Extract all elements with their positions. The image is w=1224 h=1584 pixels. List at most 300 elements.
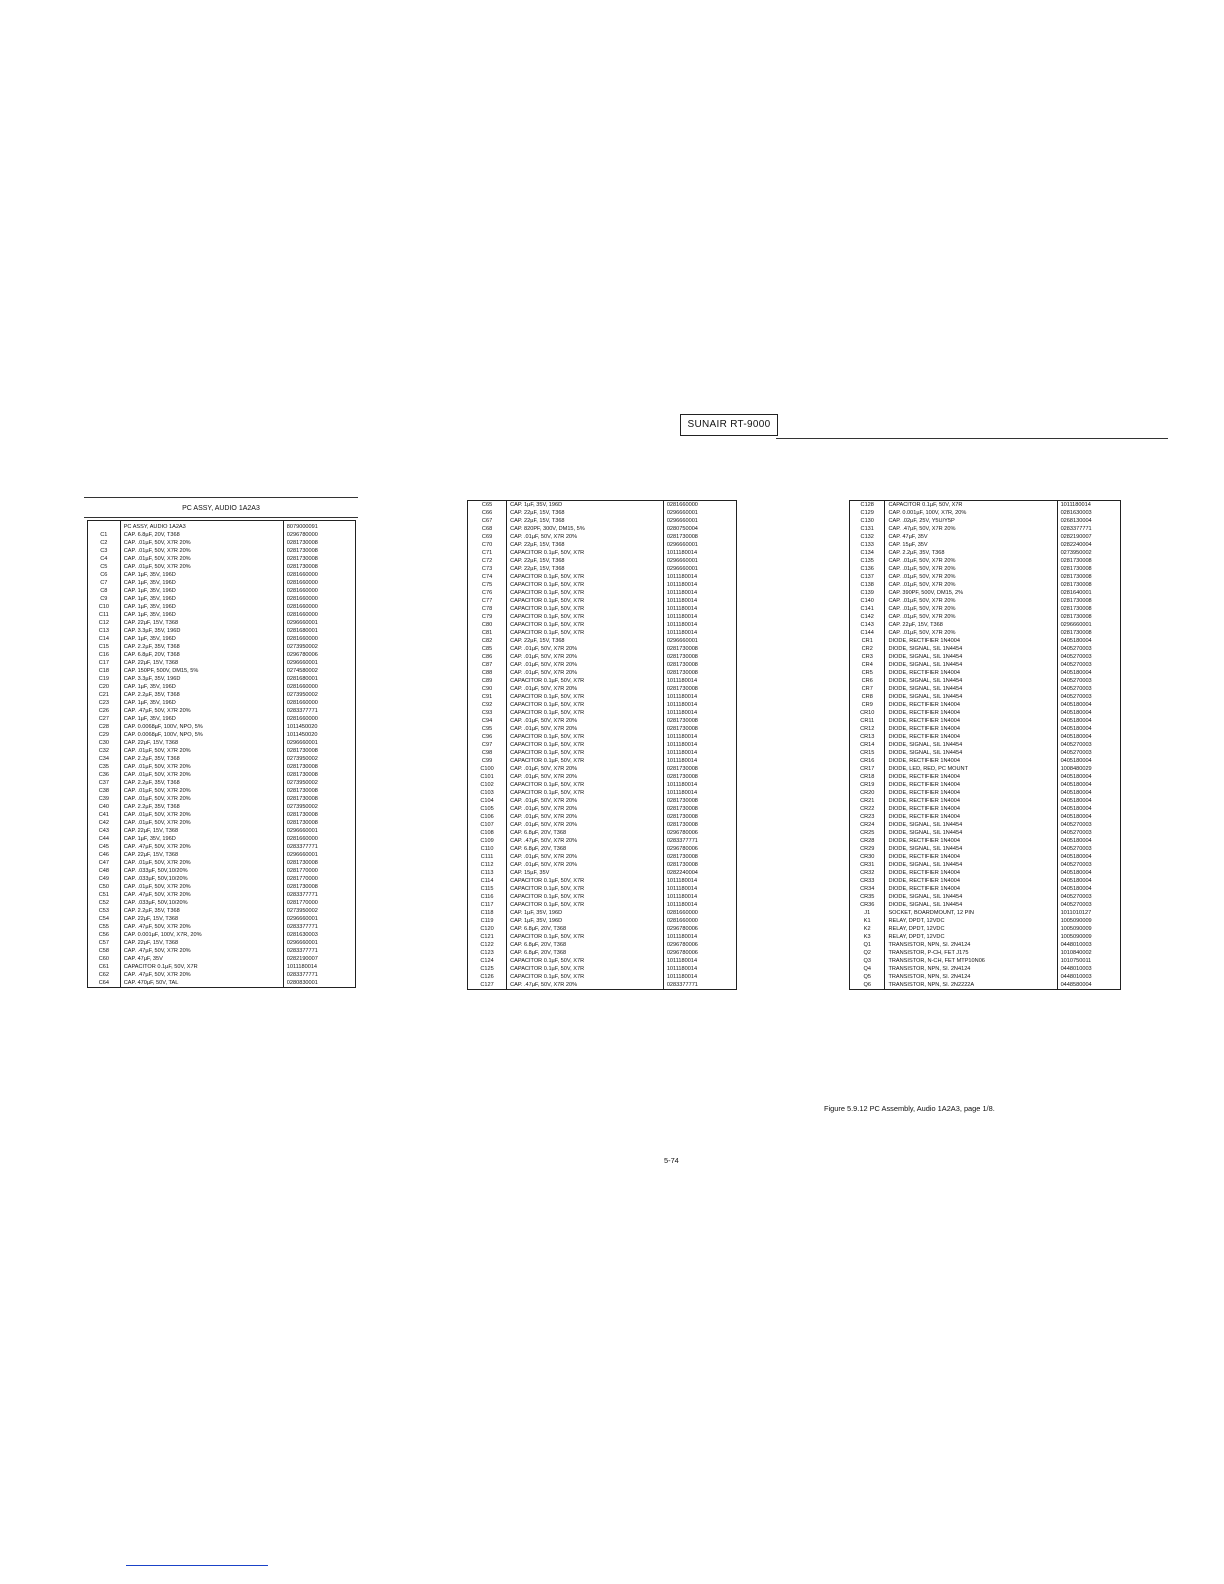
ref-designator: C28 <box>88 723 121 731</box>
ref-designator: C136 <box>850 565 885 573</box>
ref-designator: CR30 <box>850 853 885 861</box>
part-description: DIODE, SIGNAL, SIL 1N4454 <box>885 893 1057 901</box>
ref-designator: C130 <box>850 517 885 525</box>
ref-designator: Q5 <box>850 973 885 981</box>
ref-designator: C112 <box>468 861 507 869</box>
part-number: 0296660001 <box>286 620 318 626</box>
part-number: 0273950002 <box>286 644 318 650</box>
ref-designator: C72 <box>468 557 507 565</box>
table-row <box>468 597 737 605</box>
part-description: CAP. .01µF, 50V, X7R 20% <box>885 605 1057 613</box>
part-description: CAP. 22µF, 15V, T368 <box>507 517 664 525</box>
part-description: CAP. 1µF, 35V, 196D <box>120 579 283 587</box>
part-number: 0405180004 <box>1060 870 1092 876</box>
table-row <box>468 549 737 557</box>
table-row <box>468 765 737 773</box>
ref-designator: C107 <box>468 821 507 829</box>
part-description: DIODE, SIGNAL, SIL 1N4454 <box>885 685 1057 693</box>
part-description: CAP. 22µF, 15V, T368 <box>120 827 283 835</box>
part-description: CAPACITOR 0.1µF, 50V, X7R <box>507 677 664 685</box>
part-description: CAP. 6.8µF, 20V, T368 <box>120 651 283 659</box>
ref-designator: C16 <box>88 651 121 659</box>
ref-designator: CR8 <box>850 693 885 701</box>
ref-designator: CR4 <box>850 661 885 669</box>
ref-designator: C80 <box>468 621 507 629</box>
part-description: DIODE, RECTIFIER 1N4004 <box>885 877 1057 885</box>
table-row <box>468 725 737 733</box>
table-row <box>850 805 1121 813</box>
table-row <box>88 683 356 691</box>
table-row <box>850 861 1121 869</box>
part-description: CAP. .01µF, 50V, X7R 20% <box>885 557 1057 565</box>
part-number: 0281730008 <box>666 854 698 860</box>
part-description: CAPACITOR 0.1µF, 50V, X7R <box>507 749 664 757</box>
ref-designator: CR24 <box>850 821 885 829</box>
part-number: 0273950002 <box>286 908 318 914</box>
part-number: 1011180014 <box>666 734 698 740</box>
part-number: 0281730008 <box>666 662 698 668</box>
ref-designator: C8 <box>88 587 121 595</box>
table-row <box>850 901 1121 909</box>
part-description: DIODE, RECTIFIER 1N4004 <box>885 773 1057 781</box>
table-row <box>88 931 356 939</box>
ref-designator: Q3 <box>850 957 885 965</box>
table-row <box>850 773 1121 781</box>
ref-designator: CR25 <box>850 829 885 837</box>
part-description: CAP. 2.2µF, 35V, T368 <box>120 907 283 915</box>
part-number: 0405180004 <box>1060 702 1092 708</box>
part-description: CAP. .01µF, 50V, X7R 20% <box>120 771 283 779</box>
part-description: CAP. 22µF, 15V, T368 <box>120 851 283 859</box>
table-row <box>88 827 356 835</box>
ref-designator: C66 <box>468 509 507 517</box>
table-row <box>850 981 1121 990</box>
part-number: 0281730008 <box>1060 606 1092 612</box>
part-description: DIODE, SIGNAL, SIL 1N4454 <box>885 829 1057 837</box>
table-row <box>88 859 356 867</box>
table-row <box>468 717 737 725</box>
part-number: 0281680001 <box>286 676 318 682</box>
part-number: 0281770000 <box>286 868 318 874</box>
part-number: 0281730008 <box>286 748 318 754</box>
part-number: 0281730008 <box>1060 574 1092 580</box>
table-row <box>88 651 356 659</box>
table-row <box>850 565 1121 573</box>
table-row <box>88 747 356 755</box>
ref-designator: CR35 <box>850 893 885 901</box>
table-row <box>468 733 737 741</box>
table-row <box>850 741 1121 749</box>
part-number: 0281660000 <box>666 918 698 924</box>
ref-designator: C50 <box>88 883 121 891</box>
part-description: CAP. .01µF, 50V, X7R 20% <box>885 565 1057 573</box>
ref-designator: C117 <box>468 901 507 909</box>
part-number: 1011180014 <box>1060 502 1091 508</box>
table-row <box>88 635 356 643</box>
part-number: 0281660000 <box>286 836 318 842</box>
part-number: 0296660001 <box>666 518 698 524</box>
table-row <box>850 613 1121 621</box>
ref-designator: CR19 <box>850 781 885 789</box>
table-row <box>88 955 356 963</box>
ref-designator: C126 <box>468 973 507 981</box>
table-row <box>850 925 1121 933</box>
part-number: 0283377771 <box>286 948 318 954</box>
table-row <box>88 963 356 971</box>
ref-designator: C45 <box>88 843 121 851</box>
part-number: 0281680001 <box>286 628 318 634</box>
part-description: CAP. 150PF, 500V, DM15, 5% <box>120 667 283 675</box>
table-row <box>850 757 1121 765</box>
ref-designator: C97 <box>468 741 507 749</box>
ref-designator: C40 <box>88 803 121 811</box>
part-number: 0281730008 <box>286 548 318 554</box>
ref-designator: C69 <box>468 533 507 541</box>
part-number: 0283377771 <box>286 924 318 930</box>
part-description: CAP. .033µF, 50V,10/20% <box>120 875 283 883</box>
ref-designator: C34 <box>88 755 121 763</box>
part-number: 0296780006 <box>666 846 698 852</box>
part-number: 0405180004 <box>1060 798 1092 804</box>
part-description: CAP. .01µF, 50V, X7R 20% <box>507 717 664 725</box>
part-number: 0281660000 <box>666 910 698 916</box>
part-number: 0405180004 <box>1060 710 1092 716</box>
ref-designator: C110 <box>468 845 507 853</box>
parts-table-1 <box>87 520 356 988</box>
table-row <box>88 891 356 899</box>
part-description: CAP. .01µF, 50V, X7R 20% <box>507 805 664 813</box>
table-row <box>850 853 1121 861</box>
table-row <box>850 645 1121 653</box>
table-row <box>88 779 356 787</box>
part-number: 0296660001 <box>286 828 318 834</box>
table-row <box>850 701 1121 709</box>
part-description: CAP. .01µF, 50V, X7R 20% <box>507 645 664 653</box>
table-row <box>88 611 356 619</box>
table-row <box>88 571 356 579</box>
part-number: 0283377771 <box>286 844 318 850</box>
part-description: TRANSISTOR, P-CH, FET J175 <box>885 949 1057 957</box>
part-number: 0281630003 <box>1060 510 1092 516</box>
part-number: 0281630003 <box>286 932 318 938</box>
ref-designator: C118 <box>468 909 507 917</box>
part-number: 0281730008 <box>286 884 318 890</box>
part-description: CAP. .01µF, 50V, X7R 20% <box>885 597 1057 605</box>
table-row <box>88 907 356 915</box>
part-description: DIODE, RECTIFIER 1N4004 <box>885 701 1057 709</box>
table-row <box>88 787 356 795</box>
part-number: 0296780006 <box>666 942 698 948</box>
part-number: 0281660000 <box>286 604 318 610</box>
table-row <box>468 565 737 573</box>
table-row <box>88 627 356 635</box>
table-row <box>850 653 1121 661</box>
part-number: 0405270003 <box>1060 742 1092 748</box>
table-row <box>850 837 1121 845</box>
part-number: 0282190007 <box>1060 534 1092 540</box>
table-row <box>468 805 737 813</box>
part-number: 0405180004 <box>1060 670 1092 676</box>
part-number: 0281730008 <box>286 788 318 794</box>
ref-designator: C141 <box>850 605 885 613</box>
part-number: 0296660001 <box>666 638 698 644</box>
ref-designator: CR28 <box>850 837 885 845</box>
table-row <box>88 603 356 611</box>
table-row <box>468 741 737 749</box>
ref-designator: C30 <box>88 739 121 747</box>
table-row <box>850 629 1121 637</box>
part-description: CAP. .01µF, 50V, X7R 20% <box>885 629 1057 637</box>
table-row <box>468 837 737 845</box>
part-number: 0448010003 <box>1060 942 1092 948</box>
part-number: 0281730008 <box>286 772 318 778</box>
ref-designator: C42 <box>88 819 121 827</box>
part-description: CAP. 1µF, 35V, 196D <box>120 635 283 643</box>
part-description: CAP. .01µF, 50V, X7R 20% <box>120 795 283 803</box>
table-row <box>88 707 356 715</box>
ref-designator: C11 <box>88 611 121 619</box>
part-number: 0296660001 <box>286 852 318 858</box>
part-number: 0405270003 <box>1060 902 1092 908</box>
table-row <box>468 885 737 893</box>
part-description: DIODE, SIGNAL, SIL 1N4454 <box>885 653 1057 661</box>
ref-designator: C26 <box>88 707 121 715</box>
part-number: 1011180014 <box>666 894 698 900</box>
table-row <box>850 717 1121 725</box>
part-description: CAPACITOR 0.1µF, 50V, X7R <box>507 581 664 589</box>
part-description: CAP. .01µF, 50V, X7R 20% <box>120 555 283 563</box>
ref-designator: C73 <box>468 565 507 573</box>
part-number: 1011180014 <box>666 758 698 764</box>
ref-designator: CR23 <box>850 813 885 821</box>
part-description: CAP. 22µF, 15V, T368 <box>885 621 1057 629</box>
ref-designator: C138 <box>850 581 885 589</box>
ref-designator: CR34 <box>850 885 885 893</box>
table-row <box>468 861 737 869</box>
part-description: CAPACITOR 0.1µF, 50V, X7R <box>507 965 664 973</box>
ref-designator: K2 <box>850 925 885 933</box>
part-description: CAP. 22µF, 15V, T368 <box>507 565 664 573</box>
part-description: CAP. 15µF, 35V <box>507 869 664 877</box>
part-description: CAP. .01µF, 50V, X7R 20% <box>120 763 283 771</box>
table-row <box>468 613 737 621</box>
ref-designator: C20 <box>88 683 121 691</box>
part-number: 0281730008 <box>666 862 698 868</box>
part-description: DIODE, RECTIFIER 1N4004 <box>885 757 1057 765</box>
part-number: 1005090009 <box>1060 918 1092 924</box>
table-row <box>88 643 356 651</box>
ref-designator: CR11 <box>850 717 885 725</box>
part-number: 0281730008 <box>666 534 698 540</box>
ref-designator: CR21 <box>850 797 885 805</box>
ref-designator: C106 <box>468 813 507 821</box>
part-description: DIODE, RECTIFIER 1N4004 <box>885 669 1057 677</box>
part-description: CAP. 1µF, 35V, 196D <box>120 587 283 595</box>
part-number: 1011180014 <box>286 964 318 970</box>
table-row <box>850 573 1121 581</box>
part-number: 0281730008 <box>666 654 698 660</box>
ref-designator: CR18 <box>850 773 885 781</box>
part-number: 0405180004 <box>1060 878 1092 884</box>
part-number: 1011450020 <box>286 732 318 738</box>
part-description: CAPACITOR 0.1µF, 50V, X7R <box>507 709 664 717</box>
ref-designator: C99 <box>468 757 507 765</box>
table-row <box>850 517 1121 525</box>
table-row <box>88 539 356 547</box>
part-number: 0281660000 <box>286 716 318 722</box>
table-row <box>88 795 356 803</box>
part-description: CAP. 2.2µF, 35V, T368 <box>120 755 283 763</box>
part-description: CAP. .01µF, 50V, X7R 20% <box>120 547 283 555</box>
part-description: CAP. .01µF, 50V, X7R 20% <box>507 797 664 805</box>
part-number: 0273950002 <box>286 804 318 810</box>
part-number: 0405180004 <box>1060 782 1092 788</box>
part-description: CAP. .01µF, 50V, X7R 20% <box>885 573 1057 581</box>
part-number: 0281730008 <box>666 806 698 812</box>
part-number: 0296780006 <box>666 830 698 836</box>
table-row <box>468 821 737 829</box>
table-row <box>468 957 737 965</box>
table-row <box>88 947 356 955</box>
table-row <box>468 645 737 653</box>
ref-designator: C94 <box>468 717 507 725</box>
ref-designator: CR10 <box>850 709 885 717</box>
table-row <box>468 677 737 685</box>
part-description: CAP. 3.3µF, 35V, 196D <box>120 627 283 635</box>
table-row <box>468 525 737 533</box>
table-row <box>850 685 1121 693</box>
ref-designator: C134 <box>850 549 885 557</box>
ref-designator: C39 <box>88 795 121 803</box>
part-number: 1011180014 <box>666 678 698 684</box>
table-row <box>468 797 737 805</box>
ref-designator: CR5 <box>850 669 885 677</box>
table-row <box>468 949 737 957</box>
part-number: 0281730008 <box>286 812 318 818</box>
part-description: CAP. .01µF, 50V, X7R 20% <box>120 883 283 891</box>
ref-designator: C76 <box>468 589 507 597</box>
part-number: 1011180014 <box>666 702 698 708</box>
ref-designator: C58 <box>88 947 121 955</box>
table-row <box>850 917 1121 925</box>
table-row <box>88 563 356 571</box>
part-description: CAPACITOR 0.1µF, 50V, X7R <box>120 963 283 971</box>
part-number: 0280830001 <box>286 980 318 986</box>
part-description: CAP. 2.2µF, 35V, T368 <box>120 803 283 811</box>
table-row <box>850 949 1121 957</box>
table-row <box>850 869 1121 877</box>
part-description: CAP. .01µF, 50V, X7R 20% <box>120 859 283 867</box>
part-number: 0405270003 <box>1060 830 1092 836</box>
table-row <box>88 675 356 683</box>
part-number: 1011180014 <box>666 966 698 972</box>
part-number: 0281730008 <box>666 814 698 820</box>
part-number: 0296660001 <box>666 542 698 548</box>
table-row <box>88 923 356 931</box>
table-row <box>468 709 737 717</box>
ref-designator: C70 <box>468 541 507 549</box>
table-row <box>468 533 737 541</box>
ref-designator: C29 <box>88 731 121 739</box>
part-description: CAP. .033µF, 50V,10/20% <box>120 899 283 907</box>
ref-designator: C119 <box>468 917 507 925</box>
part-number: 0405270003 <box>1060 894 1092 900</box>
ref-designator: C100 <box>468 765 507 773</box>
part-description: CAPACITOR 0.1µF, 50V, X7R <box>507 573 664 581</box>
ref-designator: Q1 <box>850 941 885 949</box>
ref-designator: C65 <box>468 501 507 510</box>
part-number: 0281770000 <box>286 900 318 906</box>
part-description: DIODE, SIGNAL, SIL 1N4454 <box>885 845 1057 853</box>
ref-designator: C144 <box>850 629 885 637</box>
ref-designator: C52 <box>88 899 121 907</box>
ref-designator: C143 <box>850 621 885 629</box>
part-number: 1005090009 <box>1060 934 1092 940</box>
table-row <box>468 757 737 765</box>
part-number: 0281640001 <box>1060 590 1092 596</box>
ref-designator: C56 <box>88 931 121 939</box>
table-row <box>88 755 356 763</box>
table-row <box>850 677 1121 685</box>
table-row <box>850 813 1121 821</box>
table-row <box>468 749 737 757</box>
part-description: CAP. 1µF, 35V, 196D <box>120 571 283 579</box>
ref-designator: C111 <box>468 853 507 861</box>
table-row <box>468 517 737 525</box>
part-description: CAP. 820PF, 300V, DM15, 5% <box>507 525 664 533</box>
part-number: 1011180014 <box>666 622 698 628</box>
part-description: CAP. .01µF, 50V, X7R 20% <box>120 563 283 571</box>
ref-designator: C14 <box>88 635 121 643</box>
part-description: DIODE, RECTIFIER 1N4004 <box>885 781 1057 789</box>
part-description: CAP. 3.3µF, 35V, 196D <box>120 675 283 683</box>
part-number: 0405180004 <box>1060 854 1092 860</box>
part-number: 0281730008 <box>666 686 698 692</box>
part-description: CAP. 6.8µF, 20V, T368 <box>507 941 664 949</box>
ref-designator: C51 <box>88 891 121 899</box>
part-number: 0281730008 <box>286 820 318 826</box>
part-description: CAPACITOR 0.1µF, 50V, X7R <box>507 629 664 637</box>
part-number: 0268130004 <box>1060 518 1092 524</box>
part-description: DIODE, SIGNAL, SIL 1N4454 <box>885 749 1057 757</box>
part-number: 0296780006 <box>666 950 698 956</box>
table-row <box>88 771 356 779</box>
table-row <box>468 637 737 645</box>
part-number: 0283377771 <box>286 708 318 714</box>
table-row <box>468 573 737 581</box>
part-description: CAP. .01µF, 50V, X7R 20% <box>885 613 1057 621</box>
ref-designator: C41 <box>88 811 121 819</box>
part-description: CAP. .47µF, 50V, X7R 20% <box>120 923 283 931</box>
ref-designator: C109 <box>468 837 507 845</box>
ref-designator: C104 <box>468 797 507 805</box>
part-number: 1010840002 <box>1060 950 1092 956</box>
table-row <box>850 941 1121 949</box>
table-row <box>850 781 1121 789</box>
part-description: DIODE, SIGNAL, SIL 1N4454 <box>885 693 1057 701</box>
table-row <box>468 909 737 917</box>
ref-designator: Q4 <box>850 965 885 973</box>
part-description: DIODE, SIGNAL, SIL 1N4454 <box>885 741 1057 749</box>
ref-designator: C114 <box>468 877 507 885</box>
part-description: DIODE, RECTIFIER 1N4004 <box>885 717 1057 725</box>
part-number: 1011180014 <box>666 630 698 636</box>
table-row <box>850 725 1121 733</box>
table-row <box>468 501 737 510</box>
ref-designator: C67 <box>468 517 507 525</box>
ref-designator: C60 <box>88 955 121 963</box>
part-number: 0273950002 <box>286 756 318 762</box>
